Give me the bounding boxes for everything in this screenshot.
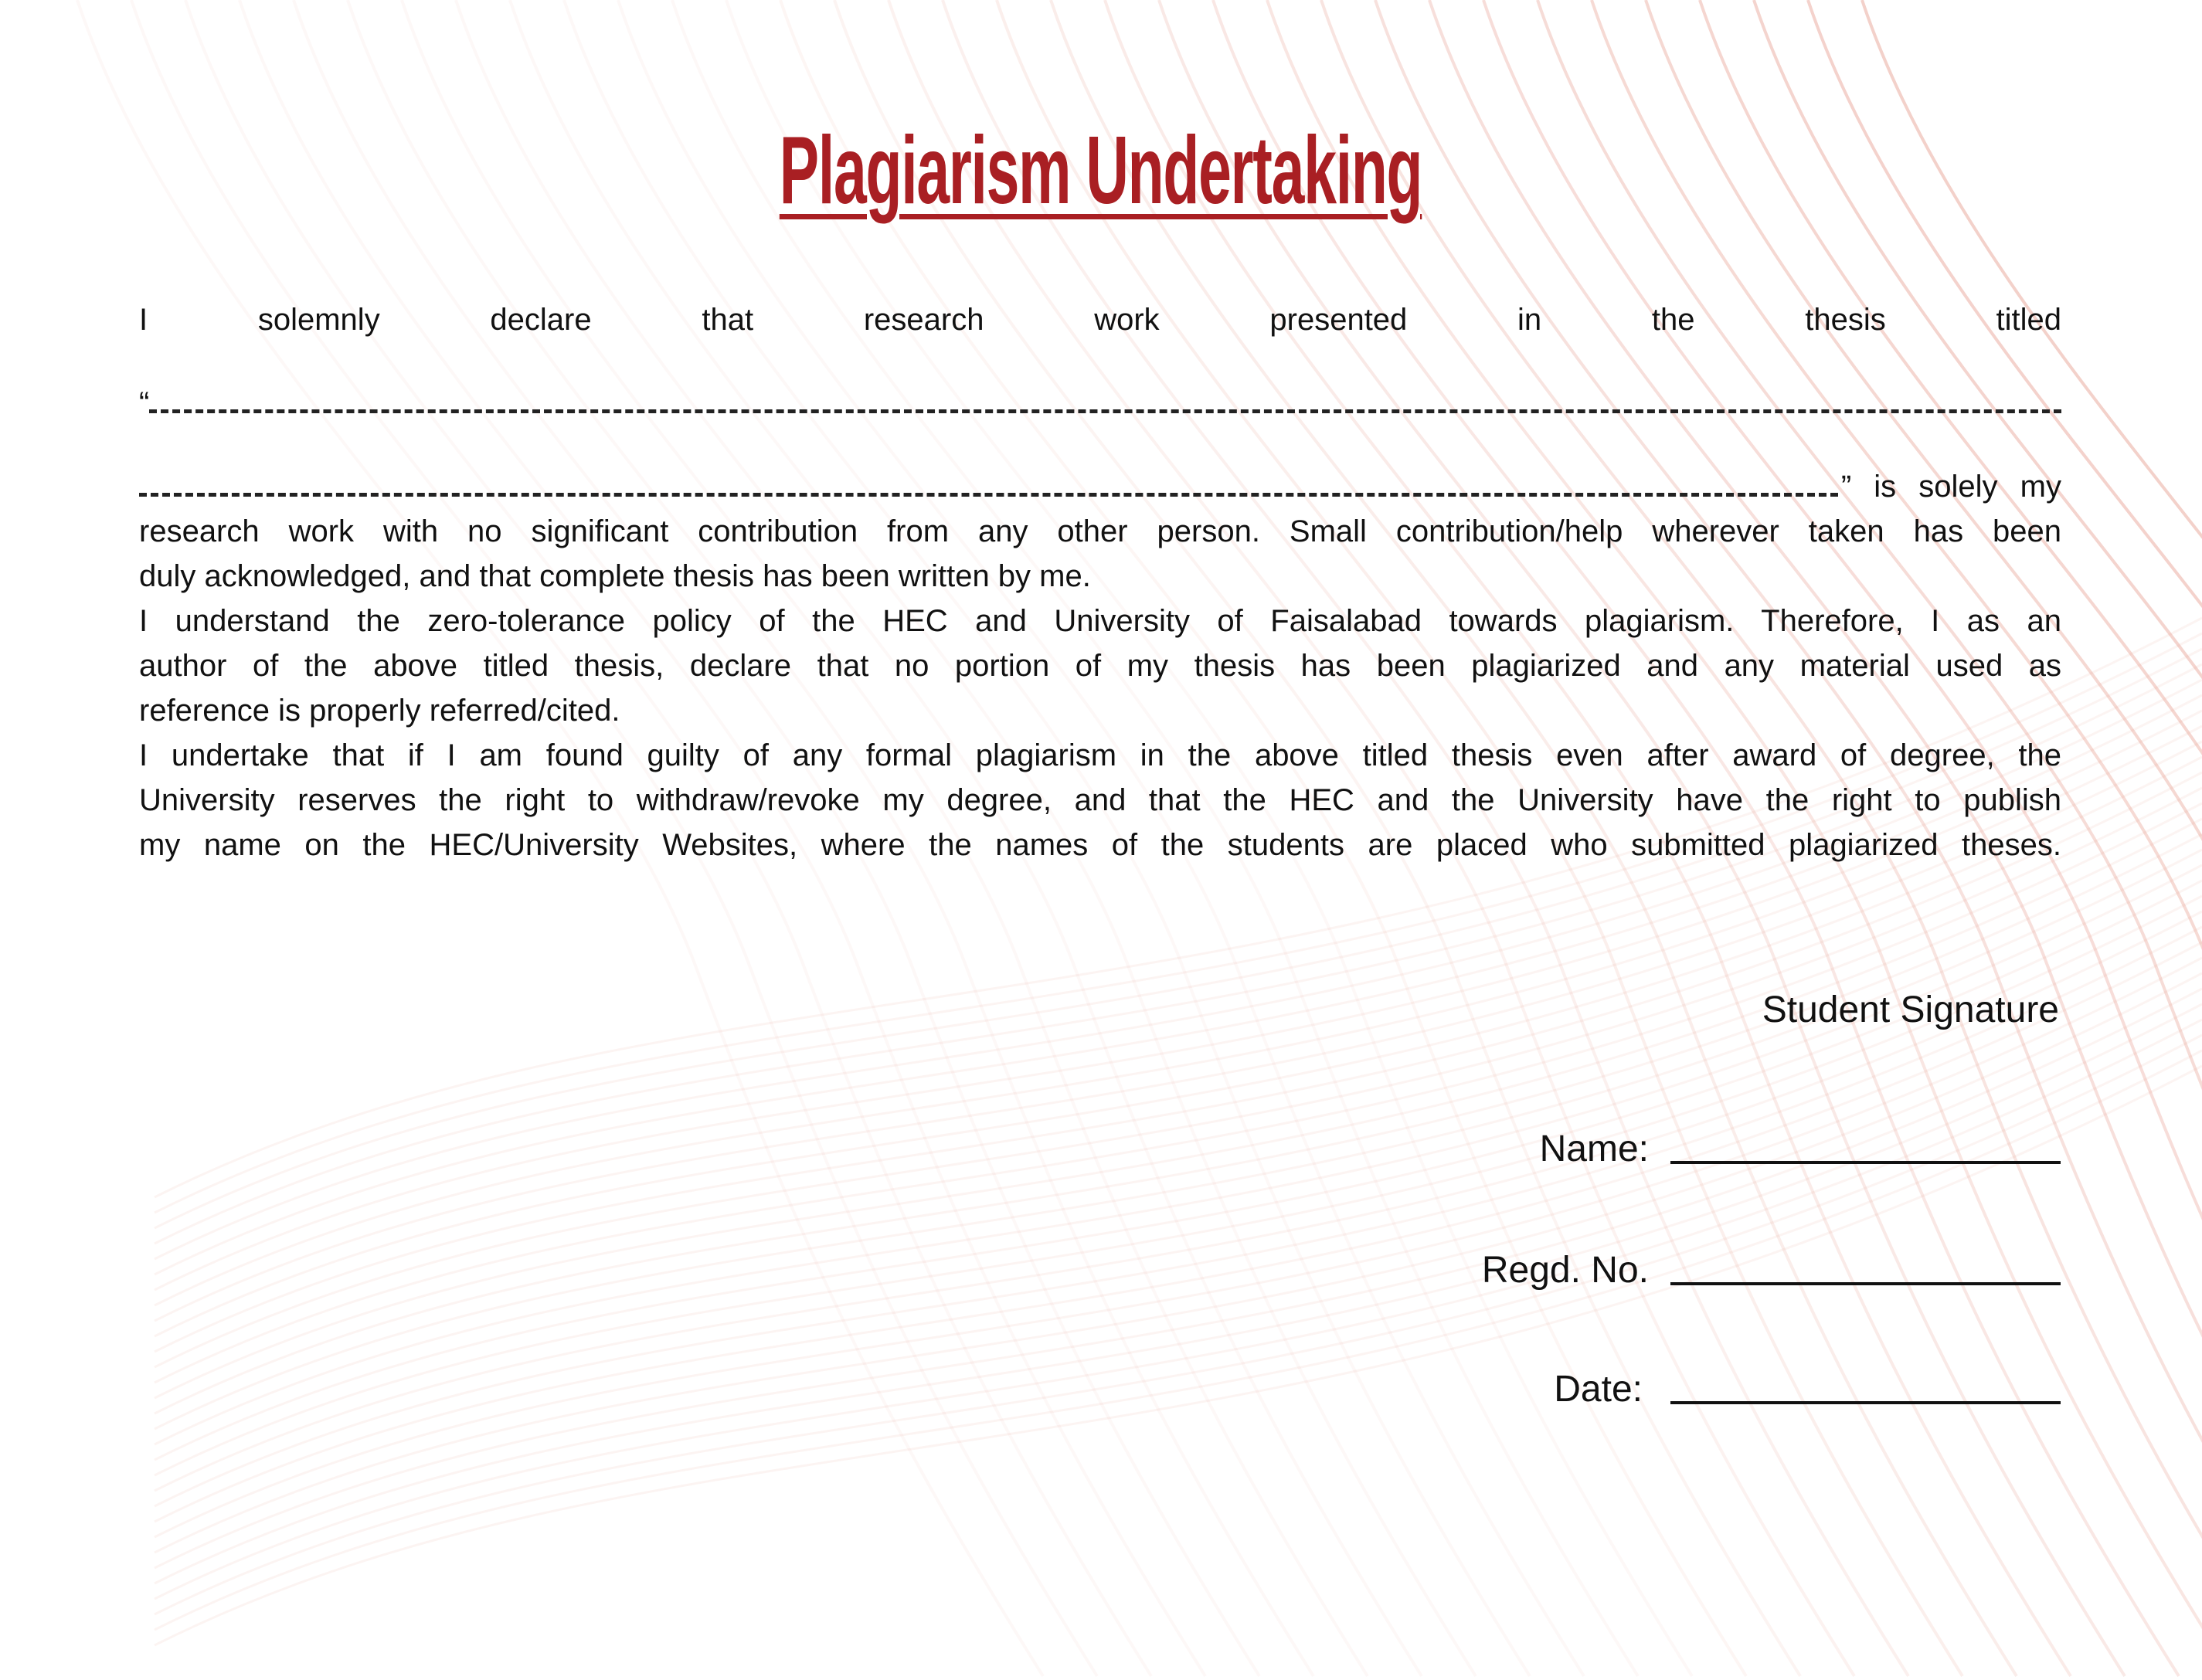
date-field[interactable] <box>1554 1368 2061 1410</box>
dashed-blank <box>149 409 2061 413</box>
student-signature-label: Student Signature <box>1762 989 2059 1030</box>
declaration-body <box>139 297 2061 867</box>
regd-no-field[interactable] <box>1482 1249 2061 1291</box>
open-quote: “ <box>139 386 150 420</box>
paragraph-1 <box>139 509 2061 599</box>
regd-no-label: Regd. No. <box>1481 1250 1649 1291</box>
paragraph-2 <box>139 599 2061 733</box>
close-quote-tail: ” is solely my <box>1840 470 2061 504</box>
paragraph-line: duly acknowledged, and that complete thesis has been written by me. <box>139 559 1091 593</box>
date-blank-line[interactable] <box>1670 1401 2061 1404</box>
paragraph-line: reference is properly referred/cited. <box>139 694 620 728</box>
name-label: Name: <box>1539 1128 1649 1169</box>
dashed-blank <box>139 493 1838 497</box>
name-blank-line[interactable] <box>1670 1161 2061 1164</box>
paragraph-line: University reserves the right to withdraw/revoke my degree, and that the HEC and the University have the right to publish <box>139 783 2061 817</box>
paragraph-line: author of the above titled thesis, declare that no portion of my thesis has been plagiarized and any material used as <box>139 649 2061 683</box>
wave-line <box>155 1020 2202 1599</box>
regd-no-blank-line[interactable] <box>1670 1282 2061 1285</box>
wave-line <box>155 958 2202 1537</box>
thesis-title-blank-1[interactable] <box>139 381 2061 426</box>
wave-line <box>155 834 2202 1414</box>
name-field[interactable] <box>1540 1128 2061 1170</box>
paragraph-3 <box>139 733 2061 867</box>
paragraph-line: I undertake that if I am found guilty of any formal plagiarism in the above titled thesis even after award of degree, the <box>139 738 2061 772</box>
wave-line <box>155 1004 2202 1583</box>
thesis-title-blank-2[interactable] <box>139 464 2061 509</box>
page-title: Plagiarism Undertaking <box>780 117 1422 224</box>
paragraph-line: I understand the zero-tolerance policy of the HEC and University of Faisalabad towards plagiarism. Therefore, I as an <box>139 604 2061 638</box>
wave-line <box>155 1035 2202 1614</box>
wave-line <box>155 819 2202 1398</box>
date-label: Date: <box>1554 1369 1643 1410</box>
paragraph-line: research work with no significant contribution from any other person. Small contribution/help wherever taken has been <box>139 514 2061 548</box>
intro-line: I solemnly declare that research work presented in the thesis titled <box>139 303 2061 337</box>
paragraph-line: my name on the HEC/University Websites, where the names of the students are placed who submitted plagiarized theses. <box>139 828 2061 862</box>
